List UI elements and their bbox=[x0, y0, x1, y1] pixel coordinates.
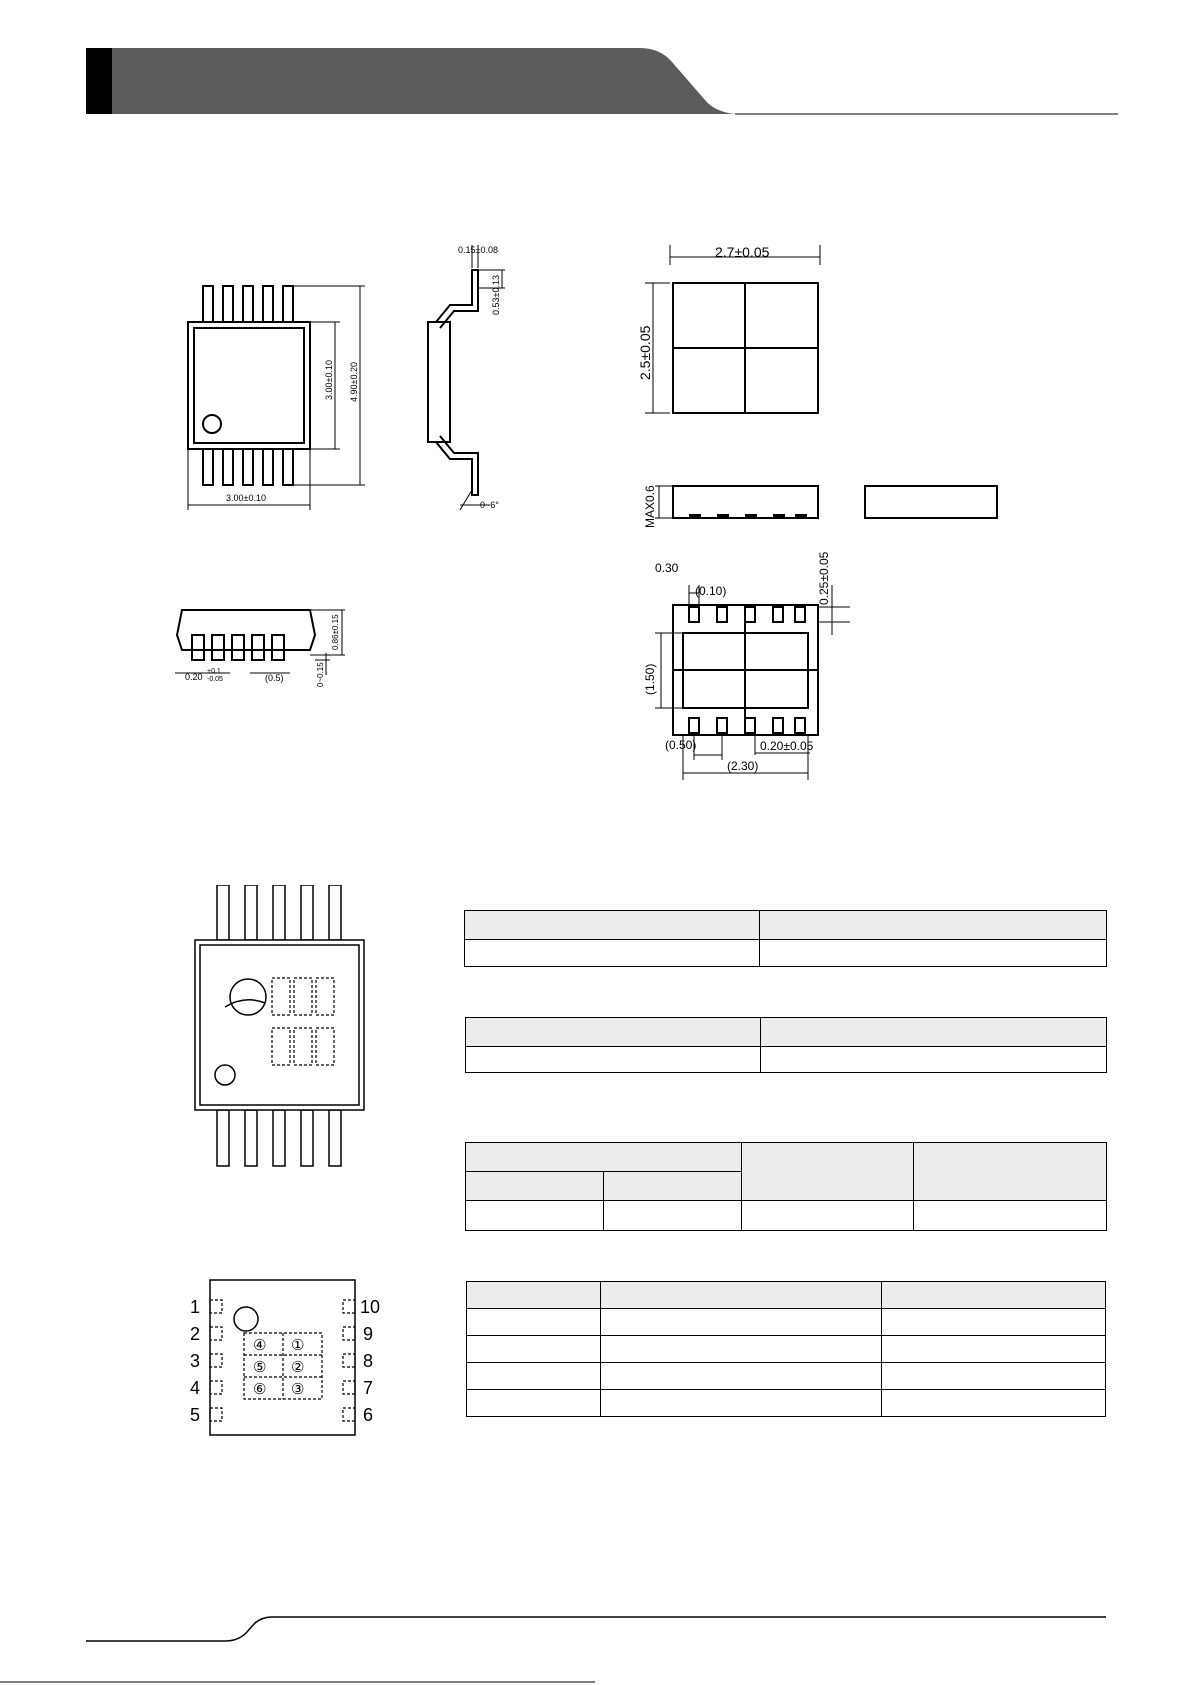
side-upper-lead bbox=[436, 270, 478, 328]
dim-chip-height: 2.5±0.05 bbox=[637, 325, 653, 380]
table4-cell bbox=[601, 1336, 882, 1363]
table4-cell bbox=[882, 1390, 1106, 1417]
spec-table-1 bbox=[464, 910, 1107, 967]
table3-cell bbox=[741, 1201, 913, 1231]
table1-cell bbox=[760, 940, 1107, 967]
chip-top-view bbox=[635, 245, 835, 420]
chip-side-body bbox=[673, 486, 818, 518]
pin-label-2: 2 bbox=[190, 1324, 201, 1344]
header-band bbox=[0, 0, 1191, 125]
table3-cell bbox=[466, 1201, 604, 1231]
dim-lead-angle: 0~6° bbox=[480, 500, 499, 510]
dim-pad-width: 0.20±0.05 bbox=[760, 739, 814, 753]
table3-cell bbox=[914, 1201, 1107, 1231]
dim-lead-thickness: 0.15±0.08 bbox=[458, 245, 498, 255]
spec-table-2 bbox=[465, 1017, 1107, 1073]
pin-label-4: 4 bbox=[190, 1378, 201, 1398]
pinout-pin1-marker bbox=[234, 1307, 258, 1331]
spec-table-3 bbox=[465, 1142, 1107, 1231]
dim-total-height: 4.90±0.20 bbox=[349, 362, 359, 402]
pin-label-7: 7 bbox=[363, 1378, 374, 1398]
table1-cell bbox=[465, 940, 760, 967]
chip-bottom-view bbox=[635, 545, 875, 785]
table3-header-cell bbox=[741, 1143, 913, 1201]
table1-header-cell bbox=[760, 911, 1107, 940]
chip-side-ref bbox=[865, 486, 997, 518]
dim-pad-length: 0.30 bbox=[655, 561, 679, 575]
dim-center-height: (1.50) bbox=[643, 663, 657, 695]
table4-cell bbox=[467, 1363, 601, 1390]
table4-cell bbox=[601, 1309, 882, 1336]
package-top-view bbox=[170, 270, 390, 535]
dim-chip-max-height: MAX0.6 bbox=[643, 485, 657, 528]
table3-cell bbox=[603, 1201, 741, 1231]
dim-chip-width: 2.7±0.05 bbox=[715, 245, 770, 260]
spec-table-4 bbox=[466, 1281, 1106, 1417]
header-black-tab bbox=[86, 48, 112, 114]
die-id-6: ⑥ bbox=[253, 1381, 267, 1398]
pin-label-3: 3 bbox=[190, 1351, 201, 1371]
die-id-2: ② bbox=[291, 1359, 305, 1376]
header-gray-bar bbox=[112, 48, 735, 114]
side-lower-lead bbox=[436, 436, 478, 495]
table4-cell bbox=[467, 1336, 601, 1363]
dim-body-width: 3.00±0.10 bbox=[226, 493, 266, 503]
dim-end-lead-width: 0.20 bbox=[185, 672, 203, 682]
table4-header-cell bbox=[467, 1282, 601, 1309]
table4-cell bbox=[882, 1336, 1106, 1363]
die-id-5: ⑤ bbox=[253, 1359, 267, 1376]
footer-rule bbox=[0, 1605, 1191, 1685]
table2-header-cell bbox=[466, 1018, 761, 1047]
table3-subheader-cell bbox=[466, 1172, 604, 1201]
table1-header-cell bbox=[465, 911, 760, 940]
table2-header-cell bbox=[760, 1018, 1106, 1047]
table4-cell bbox=[882, 1309, 1106, 1336]
dim-span: (2.30) bbox=[727, 759, 759, 773]
dim-end-lead-tol-dn: -0.05 bbox=[207, 676, 223, 683]
dim-end-standoff: 0~0.15 bbox=[316, 662, 325, 687]
dim-end-lead-tol-up: +0.1 bbox=[207, 668, 221, 675]
pin-label-9: 9 bbox=[363, 1324, 374, 1344]
table4-cell bbox=[601, 1363, 882, 1390]
table3-header-cell bbox=[466, 1143, 742, 1172]
dim-end-pitch: (0.5) bbox=[265, 673, 284, 683]
die-id-1: ① bbox=[291, 1337, 305, 1354]
table2-cell bbox=[760, 1047, 1106, 1073]
die-id-4: ④ bbox=[253, 1337, 267, 1354]
pin-label-6: 6 bbox=[363, 1405, 374, 1425]
side-body bbox=[428, 322, 450, 442]
internal-layout-view bbox=[190, 885, 380, 1170]
table4-cell bbox=[882, 1363, 1106, 1390]
table4-header-cell bbox=[882, 1282, 1106, 1309]
dim-lead-length: 0.53±0.13 bbox=[491, 275, 501, 315]
chip-side-view bbox=[635, 480, 1015, 530]
end-body bbox=[177, 610, 315, 650]
package-side-view bbox=[410, 240, 520, 520]
table4-cell bbox=[467, 1390, 601, 1417]
pin1-marker bbox=[203, 415, 221, 433]
pin-label-1: 1 bbox=[190, 1297, 201, 1317]
package-body-inner bbox=[194, 328, 304, 443]
dim-body-height: 3.00±0.10 bbox=[324, 360, 334, 400]
table4-cell bbox=[601, 1390, 882, 1417]
pin-label-5: 5 bbox=[190, 1405, 201, 1425]
package-end-view bbox=[170, 595, 360, 690]
table2-cell bbox=[466, 1047, 761, 1073]
die-id-3: ③ bbox=[291, 1381, 305, 1398]
table4-header-cell bbox=[601, 1282, 882, 1309]
pin-label-8: 8 bbox=[363, 1351, 374, 1371]
dim-pad-gap: (0.10) bbox=[695, 584, 727, 598]
table3-subheader-cell bbox=[603, 1172, 741, 1201]
dim-pad-pitch: 0.25±0.05 bbox=[817, 551, 831, 605]
table4-cell bbox=[467, 1309, 601, 1336]
table3-header-cell bbox=[914, 1143, 1107, 1201]
pin-label-10: 10 bbox=[360, 1297, 381, 1317]
pinout-diagram bbox=[180, 1275, 400, 1440]
dim-pitch: (0.50) bbox=[665, 738, 697, 752]
dim-end-height: 0.86±0.15 bbox=[331, 614, 340, 650]
pinout-body bbox=[210, 1280, 355, 1435]
